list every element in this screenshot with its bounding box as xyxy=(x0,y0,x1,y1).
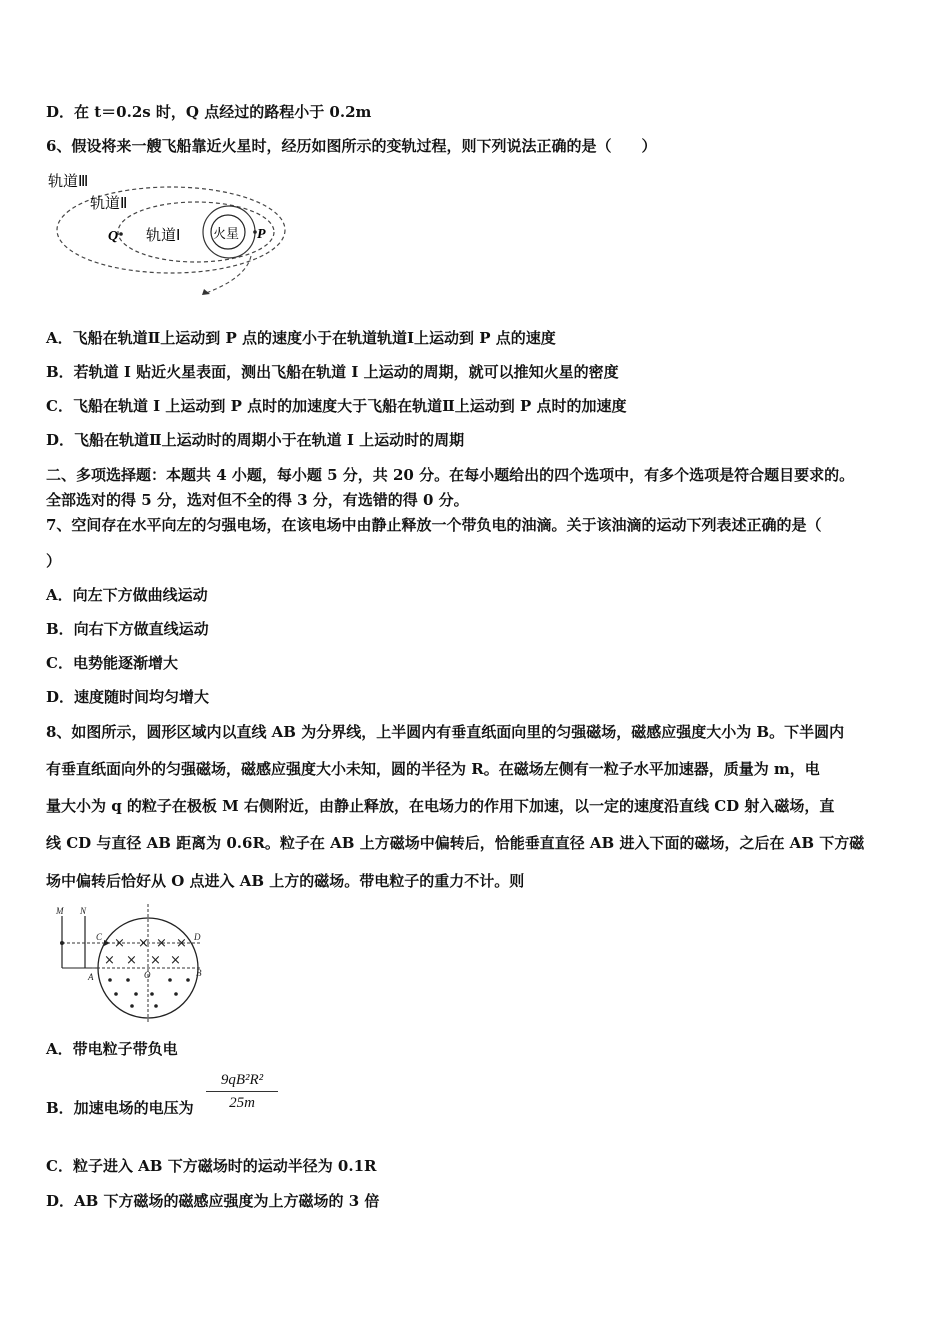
svg-text:×: × xyxy=(176,936,187,951)
q8-stem-line3: 量大小为 q 的粒子在极板 M 右侧附近，由静止释放，在电场力的作用下加速，以一定的速度沿直线 CD 射入磁场，直 xyxy=(46,797,835,815)
section2-line2: 全部选对的得 5 分，选对但不全的得 3 分，有选错的得 0 分。 xyxy=(46,491,469,509)
cross-marks xyxy=(104,936,187,968)
q6-option-d: D．飞船在轨道Ⅱ上运动时的周期小于在轨道 I 上运动时的周期 xyxy=(46,431,465,449)
fraction-denominator: 25m xyxy=(229,1095,255,1111)
q7-option-d: D．速度随时间均匀增大 xyxy=(46,688,210,706)
q8-option-c: C．粒子进入 AB 下方磁场时的运动半径为 0.1R xyxy=(46,1157,377,1175)
svg-text:×: × xyxy=(156,936,167,951)
label-b: B xyxy=(196,968,202,978)
particle xyxy=(60,941,64,945)
section2-line1: 二、多项选择题：本题共 4 小题，每小题 5 分，共 20 分。在每小题给出的四个选项中，有多个选项是符合题目要求的。 xyxy=(46,466,855,484)
fraction-numerator: 9qB²R² xyxy=(206,1072,278,1092)
label-d: D xyxy=(194,932,201,942)
point-q xyxy=(119,232,123,236)
orbit-2-path xyxy=(118,202,274,262)
q5-option-d: D．在 t＝0.2s 时，Q 点经过的路程小于 0.2m xyxy=(46,103,372,121)
svg-text:×: × xyxy=(114,936,125,951)
label-orbit-2: 轨道Ⅱ xyxy=(90,194,128,212)
label-orbit-3: 轨道Ⅲ xyxy=(48,172,89,190)
svg-text:×: × xyxy=(170,953,181,968)
q8-option-b: B．加速电场的电压为 xyxy=(46,1099,194,1117)
q7-stem-line1: 7、空间存在水平向左的匀强电场，在该电场中由静止释放一个带负电的油滴。关于该油滴的运动下列表述正确的是（ xyxy=(46,516,822,534)
q8-stem-line4: 线 CD 与直径 AB 距离为 0.6R。粒子在 AB 上方磁场中偏转后，恰能垂直直径 AB 进入下面的磁场，之后在 AB 下方磁 xyxy=(46,834,865,852)
q6-option-c: C．飞船在轨道 I 上运动到 P 点时的加速度大于飞船在轨道Ⅱ上运动到 P 点时的加速度 xyxy=(46,397,627,415)
q7-stem-line2: ） xyxy=(46,552,62,570)
q7-option-a: A．向左下方做曲线运动 xyxy=(46,586,208,604)
magnetic-field-figure xyxy=(52,902,212,1024)
label-q: Q xyxy=(108,229,119,244)
q6-option-b: B．若轨道 I 贴近火星表面，测出飞船在轨道 I 上运动的周期，就可以推知火星的密度 xyxy=(46,363,619,381)
label-orbit-1: 轨道Ⅰ xyxy=(146,226,181,244)
q8-stem-line5: 场中偏转后恰好从 O 点进入 AB 上方的磁场。带电粒子的重力不计。则 xyxy=(46,872,525,890)
svg-text:×: × xyxy=(126,953,137,968)
voltage-fraction xyxy=(206,1072,278,1112)
svg-text:×: × xyxy=(138,936,149,951)
q7-option-c: C．电势能逐渐增大 xyxy=(46,654,178,672)
label-a: A xyxy=(88,972,94,982)
label-m: M xyxy=(56,906,64,916)
label-n: N xyxy=(80,906,87,916)
q6-option-a: A．飞船在轨道Ⅱ上运动到 P 点的速度小于在轨道轨道Ⅰ上运动到 P 点的速度 xyxy=(46,329,556,347)
q8-option-d: D．AB 下方磁场的磁感应强度为上方磁场的 3 倍 xyxy=(46,1192,380,1210)
dot-marks xyxy=(108,978,190,1008)
q8-option-a: A．带电粒子带负电 xyxy=(46,1040,178,1058)
q6-stem: 6、假设将来一艘飞船靠近火星时，经历如图所示的变轨过程，则下列说法正确的是（ ） xyxy=(46,137,657,155)
q7-option-b: B．向右下方做直线运动 xyxy=(46,620,209,638)
orbit-figure xyxy=(46,168,286,298)
label-o: O xyxy=(144,970,151,980)
label-p: P xyxy=(257,227,266,242)
label-mars: 火星 xyxy=(213,227,240,242)
q8-stem-line2: 有垂直纸面向外的匀强磁场，磁感应强度大小未知，圆的半径为 R。在磁场左侧有一粒子水平加速器，质量为 m，电 xyxy=(46,760,820,778)
q8-stem-line1: 8、如图所示，圆形区域内以直线 AB 为分界线，上半圆内有垂直纸面向里的匀强磁场，磁感应强度大小为 B。下半圆内 xyxy=(46,723,845,741)
label-c: C xyxy=(96,932,103,942)
svg-text:×: × xyxy=(104,953,115,968)
svg-text:×: × xyxy=(150,953,161,968)
